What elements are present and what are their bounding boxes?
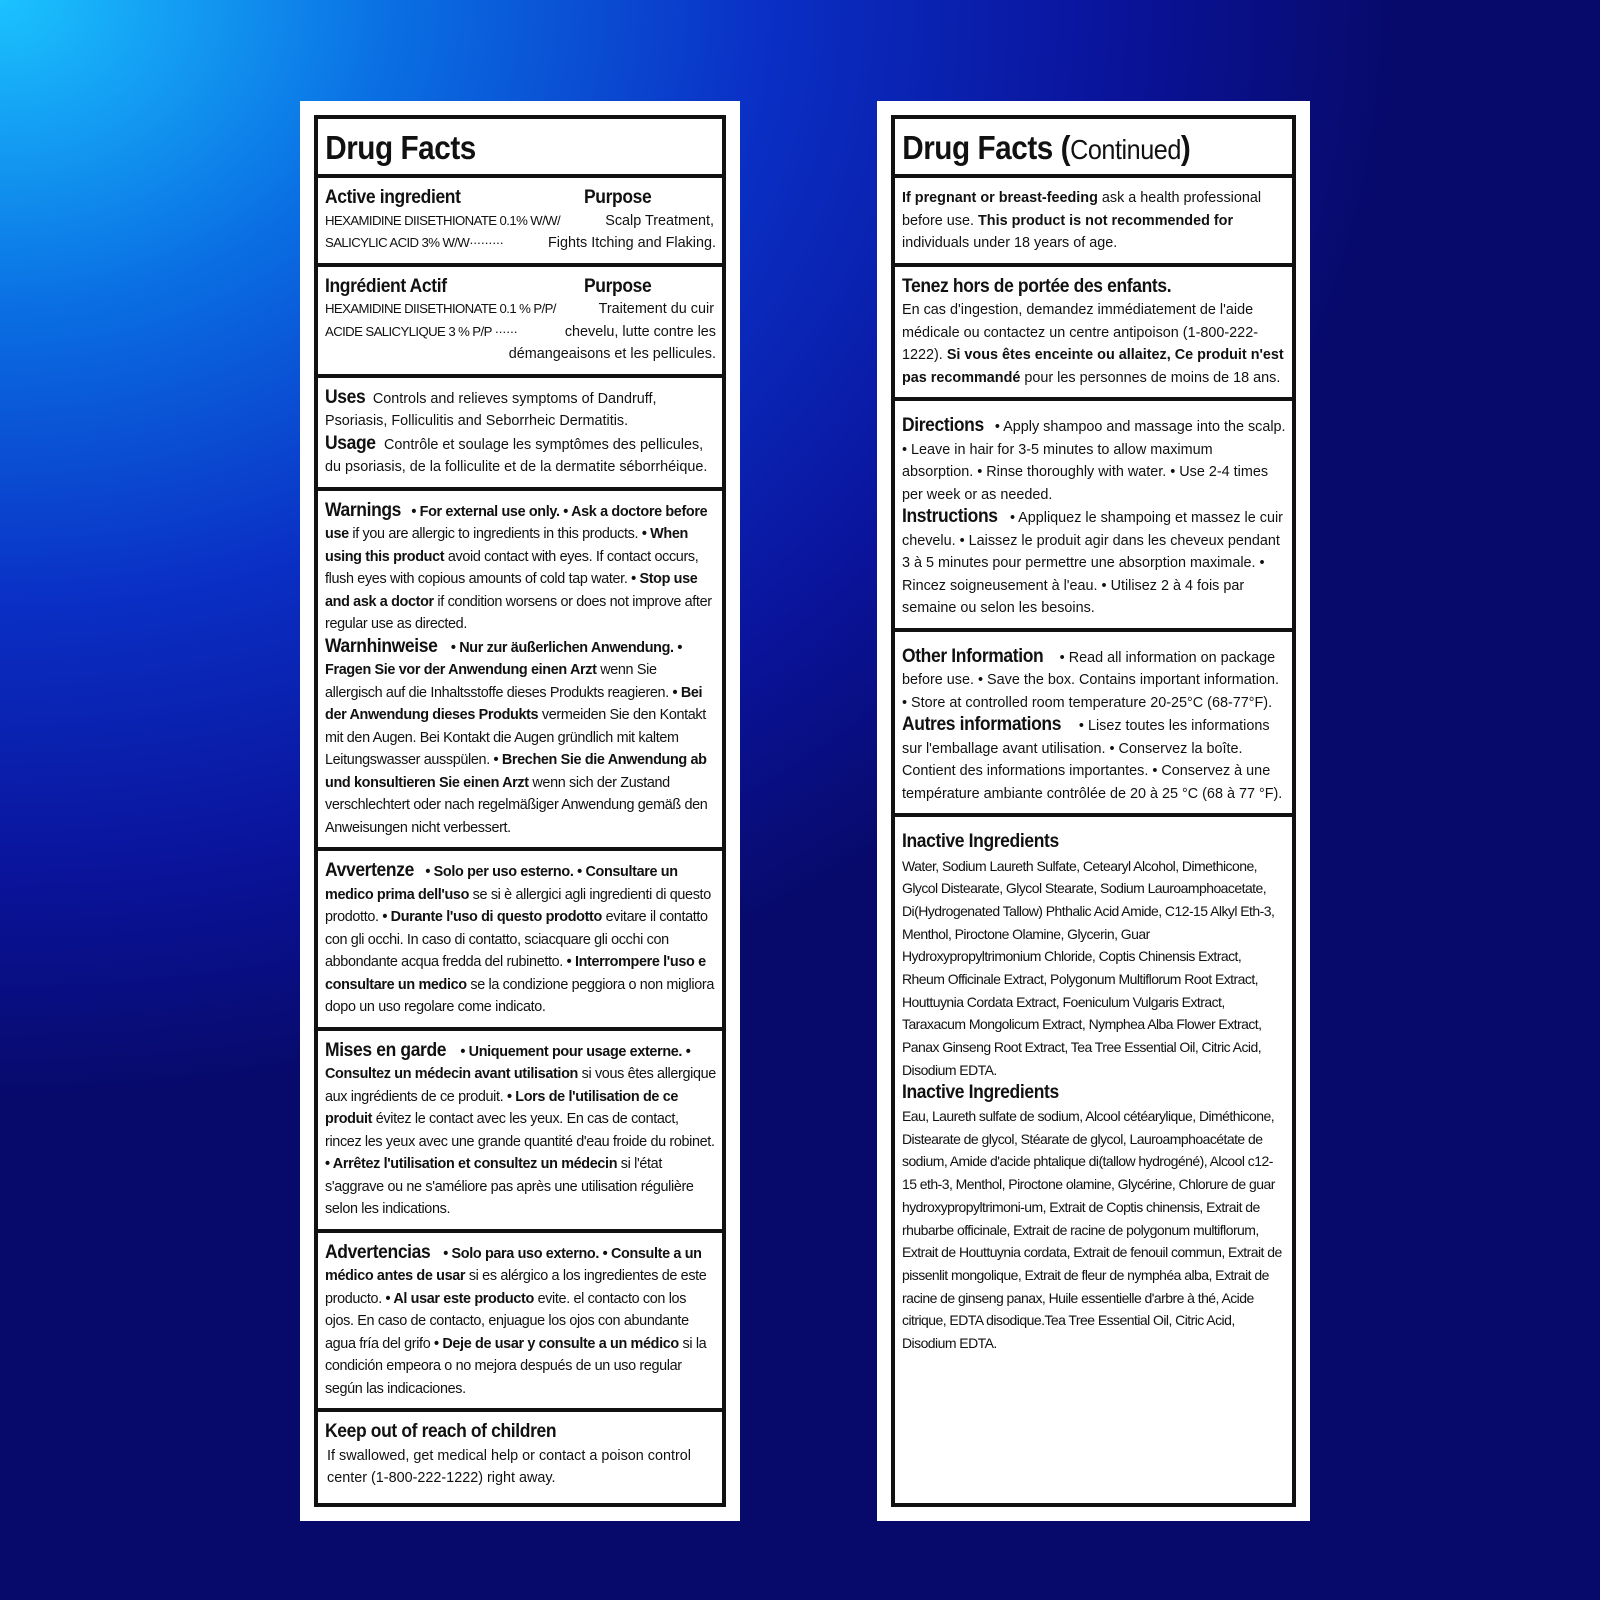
inactive-ingredients-heading-fr: Inactive Ingredients — [902, 1081, 1059, 1103]
purpose-line: chevelu, lutte contre les — [564, 323, 716, 340]
inactive-ingredients-text-fr: Eau, Laureth sulfate de sodium, Alcool cétéarylique, Diméthicone, Distearate de glycol, Stéarate de glycol, Lauroamphoacétate de sodium, Amide d'acide phtalique di(tallow hydrogéné), Alcool c12-15 eth-3, Menthol, Piroctone olamine, Glycérine, Chlorure de guar hydroxypropyltrimoni-um, Extrait de Coptis chinensis, Extrait de rhubarbe officinale, Extrait de racine de polygonum multiflorum, Extrait de Houttuynia cordata, Extrait de fenouil commun, Extrait de pissenlit mongolique, Extrait de fleur de nymphéa alba, Extrait de racine de ginseng panax, Huile essentielle d'arbre à thé, Acide citrique, EDTA disodique.Tea Tree Essential Oil, Citric Acid, Disodium EDTA. — [902, 1108, 1282, 1352]
usage-heading: Usage — [325, 432, 376, 454]
warning-bold: • Arrêtez l'utilisation et consultez un médecin — [325, 1156, 618, 1172]
directions-heading: Directions — [902, 415, 984, 436]
inactive-ingredients-section — [895, 813, 1292, 1503]
warning-text: se la condizione peggiora o non migliora dopo un uso regolare come indicato. — [325, 976, 714, 1015]
warning-bold: • Stop use and ask a doctor — [325, 571, 698, 610]
drug-facts-panel — [891, 115, 1296, 1507]
warning-text: evite. el contacto con los ojos. En caso de contacto, enjuague los ojos con abundante agua fría del grifo — [325, 1290, 689, 1352]
active-ingredient-section — [318, 174, 722, 263]
warning-bold: • Consultare un medico prima dell'uso — [325, 864, 678, 903]
active-ingredient-line: ACIDE SALICYLIQUE 3 % P/P ······ — [325, 323, 518, 339]
uses-section — [318, 374, 722, 487]
autres-informations-heading: Autres informations — [902, 714, 1062, 735]
warning-text: vermeiden Sie den Kontakt mit den Augen. Bei Kontakt die Augen gründlich mit kaltem Leitungswasser ausspülen. — [325, 707, 706, 768]
inactive-ingredients-heading: Inactive Ingredients — [902, 831, 1059, 852]
pregnancy-bold: This product is not recommended for — [978, 212, 1234, 229]
warning-bold: • Uniquement pour usage externe. — [460, 1043, 683, 1060]
drug-facts-label-left — [300, 101, 740, 1521]
tenez-bold: Si vous êtes enceinte ou allaitez, Ce produit n'est pas recommandé — [902, 347, 1284, 386]
avvertenze-section — [318, 847, 722, 1027]
pregnancy-text: individuals under 18 years of age. — [902, 235, 1118, 251]
warning-bold: • Durante l'uso di questo prodotto — [382, 909, 602, 925]
warning-bold: • When using this product — [325, 526, 688, 565]
instructions-heading: Instructions — [902, 506, 998, 527]
tenez-section — [895, 263, 1292, 398]
warning-text: wenn Sie allergisch auf die Inhaltsstoffe dieses Produkts reagieren. — [325, 662, 669, 701]
warning-text: évitez le contact avec les yeux. En cas de contact, rincez les yeux avec une grande quantité d'eau froide du robinet. — [325, 1111, 715, 1150]
autres-informations-text: • Lisez toutes les informations sur l'emballage avant utilisation. • Conservez la boîte. Contient des informations importantes. • Conservez à une température ambiante contrôlée de 20 à 25 °C (68 à 77 °F). — [902, 718, 1283, 802]
warning-bold: • Al usar este producto — [385, 1290, 534, 1307]
warnhinweise-heading: Warnhinweise — [325, 635, 438, 657]
warning-bold: • Fragen Sie vor der Anwendung einen Arzt — [325, 639, 683, 678]
drug-facts-title: Drug Facts — [325, 129, 476, 166]
warning-bold: • Consultez un médecin avant utilisation — [325, 1043, 691, 1082]
ingredient-actif-section — [318, 263, 722, 374]
tenez-text: En cas d'ingestion, demandez immédiatement de l'aide médicale ou contactez un centre antipoison (1-800-222-1222). — [902, 302, 1258, 363]
uses-text: Controls and relieves symptoms of Dandruff, Psoriasis, Folliculitis and Seborrheic Dermatitis. — [325, 390, 657, 429]
drug-facts-continued-title — [895, 119, 1252, 174]
tenez-text: pour les personnes de moins de 18 ans. — [1024, 369, 1281, 386]
warning-text: si es alérgico a los ingredientes de este producto. — [325, 1268, 707, 1307]
warnings-heading: Warnings — [325, 499, 402, 521]
warning-text: evitare il contatto con gli occhi. In caso di contatto, sciacquare gli occhi con abbondante acqua fredda del rubinetto. — [325, 909, 708, 970]
advertencias-section — [318, 1229, 722, 1409]
warning-bold: • Bei der Anwendung dieses Produkts — [325, 684, 703, 723]
warning-bold: • Interrompere l'uso e consultare un medico — [325, 954, 706, 993]
directions-text: • Apply shampoo and massage into the scalp. • Leave in hair for 3-5 minutes to allow maximum absorption. • Rinse thoroughly with water. • Use 2-4 times per week or as needed. — [902, 419, 1286, 503]
drug-facts-label-right — [877, 101, 1310, 1521]
warning-bold: • Lors de l'utilisation de ce produit — [325, 1088, 679, 1127]
usage-text: Contrôle et soulage les symptômes des pellicules, du psoriasis, de la folliculite et de la dermatite séborrhéique. — [325, 436, 708, 475]
uses-heading: Uses — [325, 386, 366, 408]
title-continued: Continued — [1070, 134, 1181, 165]
purpose-line: démangeaisons et les pellicules. — [508, 346, 716, 362]
drug-facts-panel — [314, 115, 726, 1507]
mises-en-garde-heading: Mises en garde — [325, 1039, 447, 1061]
instructions-text: • Appliquez le shampoing et massez le cuir chevelu. • Laissez le produit agir dans les cheveux pendant 3 à 5 minutes pour permettre une absorption maximale. • Rincez soigneusement à l'eau. • Utilisez 2 à 4 fois par semaine ou selon les besoins. — [902, 510, 1283, 616]
purpose-line: Fights Itching and Flaking. — [548, 235, 716, 251]
directions-section — [895, 397, 1292, 628]
keep-out-of-reach-section — [318, 1408, 722, 1503]
keep-out-heading: Keep out of reach of children — [325, 1421, 557, 1442]
inactive-ingredients-text: Water, Sodium Laureth Sulfate, Cetearyl Alcohol, Dimethicone, Glycol Distearate, Glycol Stearate, Sodium Lauroamphoacetate, Di(Hydrogenated Tallow) Phthalic Acid Amide, C12-15 Alkyl Eth-3, Menthol, Piroctone Olamine, Glycerin, Guar Hydroxypropyltrimonium Chloride, Coptis Chinensis Extract, Rheum Officinale Extract, Polygonum Multiflorum Root Extract, Houttuynia Cordata Extract, Foeniculum Vulgaris Extract, Taraxacum Mongolicum Extract, Nymphea Alba Flower Extract, Panax Ginseng Root Extract, Tea Tree Essential Oil, Citric Acid, Disodium EDTA. — [902, 857, 1275, 1078]
purpose-line: Traitement du cuir — [598, 301, 714, 317]
active-ingredient-line: HEXAMIDINE DIISETHIONATE 0.1% W/W/ — [325, 212, 561, 228]
advertencias-heading: Advertencias — [325, 1241, 431, 1263]
pregnancy-bold: If pregnant or breast-feeding — [902, 190, 1098, 206]
warnings-section — [318, 487, 722, 848]
tenez-heading: Tenez hors de portée des enfants. — [902, 275, 1172, 297]
purpose-heading: Purpose — [583, 187, 652, 208]
active-ingredient-line: SALICYLIC ACID 3% W/W········· — [325, 235, 504, 250]
warning-text: se si è allergici agli ingredienti di questo prodotto. — [325, 886, 711, 925]
warning-bold: • Deje de usar y consulte a un médico — [434, 1335, 679, 1352]
warning-bold: • Nur zur äußerlichen Anwendung. — [450, 639, 674, 656]
title-paren: ) — [1180, 129, 1191, 166]
ingredient-actif-heading: Ingrédient Actif — [325, 275, 447, 297]
purpose-heading: Purpose — [583, 275, 652, 297]
title-text: Drug Facts — [902, 129, 1053, 166]
keep-out-text: If swallowed, get medical help or contact a poison control center (1-800-222-1222) right away. — [327, 1447, 691, 1486]
other-information-text: • Read all information on package before use. • Save the box. Contains important information. • Store at controlled room temperature 20-25°C (68-77°F). — [902, 649, 1280, 711]
warning-bold: • Consulte a un médico antes de usar — [325, 1245, 702, 1284]
warning-text: if condition worsens or does not improve after regular use as directed. — [325, 593, 712, 632]
warning-bold: • Ask a doctore before use — [325, 503, 708, 542]
warning-text: si la condición empeora o no mejora después de un uso regular según las indicaciones. — [325, 1335, 707, 1397]
warning-text: wenn sich der Zustand verschlechtert oder nach regelmäßiger Anwendung gemäß den Anweisungen nicht verbessert. — [325, 774, 708, 836]
pregnancy-text: ask a health professional before use. — [902, 190, 1262, 229]
pregnancy-section — [895, 174, 1292, 263]
active-ingredient-line: HEXAMIDINE DIISETHIONATE 0.1 % P/P/ — [325, 301, 556, 316]
warning-bold: • Brechen Sie die Anwendung ab und konsultieren Sie einen Arzt — [325, 752, 707, 791]
warning-bold: • Solo para uso externo. — [443, 1245, 599, 1262]
active-ingredient-heading: Active ingredient — [325, 187, 461, 208]
mises-en-garde-section — [318, 1027, 722, 1229]
title-paren: ( — [1060, 129, 1071, 166]
warning-bold: • For external use only. — [411, 503, 560, 520]
warning-bold: • Solo per uso esterno. — [425, 864, 574, 880]
warning-text: si l'état s'aggrave ou ne s'améliore pas après une utilisation régulière selon les indications. — [325, 1156, 694, 1217]
other-information-section — [895, 628, 1292, 814]
avvertenze-heading: Avvertenze — [325, 860, 414, 881]
warning-text: si vous êtes allergique aux ingrédients de ce produit. — [325, 1066, 716, 1105]
warning-text: if you are allergic to ingredients in this products. — [352, 526, 639, 542]
purpose-line: Scalp Treatment, — [605, 212, 714, 229]
warning-text: avoid contact with eyes. If contact occurs, flush eyes with copious amounts of cold tap water. — [325, 548, 699, 587]
other-information-heading: Other Information — [902, 645, 1044, 667]
